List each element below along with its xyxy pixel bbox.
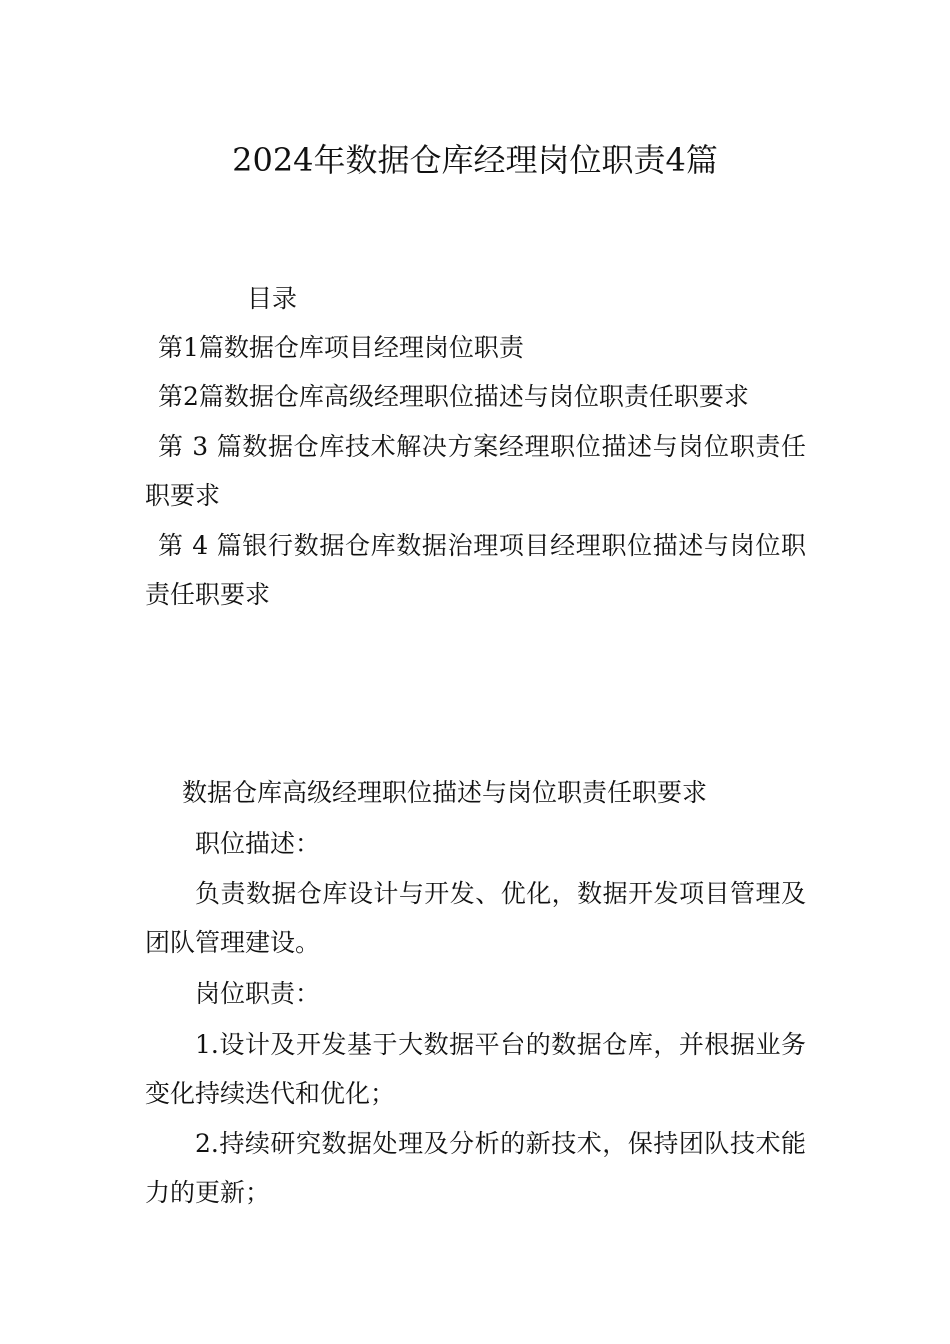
duty-1-line-1: 1.设计及开发基于大数据平台的数据仓库，并根据业务	[195, 1030, 806, 1059]
section-heading: 数据仓库高级经理职位描述与岗位职责任职要求	[182, 778, 708, 807]
description-label: 职位描述：	[195, 829, 321, 858]
toc-item-3-continued: 职要求	[145, 481, 221, 510]
toc-item-4: 第 4 篇银行数据仓库数据治理项目经理职位描述与岗位职	[158, 531, 806, 560]
toc-item-2: 第2篇数据仓库高级经理职位描述与岗位职责任职要求	[158, 382, 749, 411]
description-text-line-2: 团队管理建设。	[145, 928, 321, 957]
description-text-line-1: 负责数据仓库设计与开发、优化，数据开发项目管理及	[195, 879, 806, 908]
duty-1-line-2: 变化持续迭代和优化；	[145, 1079, 396, 1108]
duties-label: 岗位职责：	[195, 979, 321, 1008]
document-title: 2024年数据仓库经理岗位职责4篇	[232, 141, 718, 179]
duty-2-line-1: 2.持续研究数据处理及分析的新技术，保持团队技术能	[195, 1129, 806, 1158]
toc-item-3: 第 3 篇数据仓库技术解决方案经理职位描述与岗位职责任	[158, 432, 806, 461]
toc-item-1: 第1篇数据仓库项目经理岗位职责	[158, 333, 524, 362]
toc-item-4-continued: 责任职要求	[145, 580, 271, 609]
duty-2-line-2: 力的更新；	[145, 1178, 271, 1207]
toc-heading: 目录	[247, 284, 298, 313]
